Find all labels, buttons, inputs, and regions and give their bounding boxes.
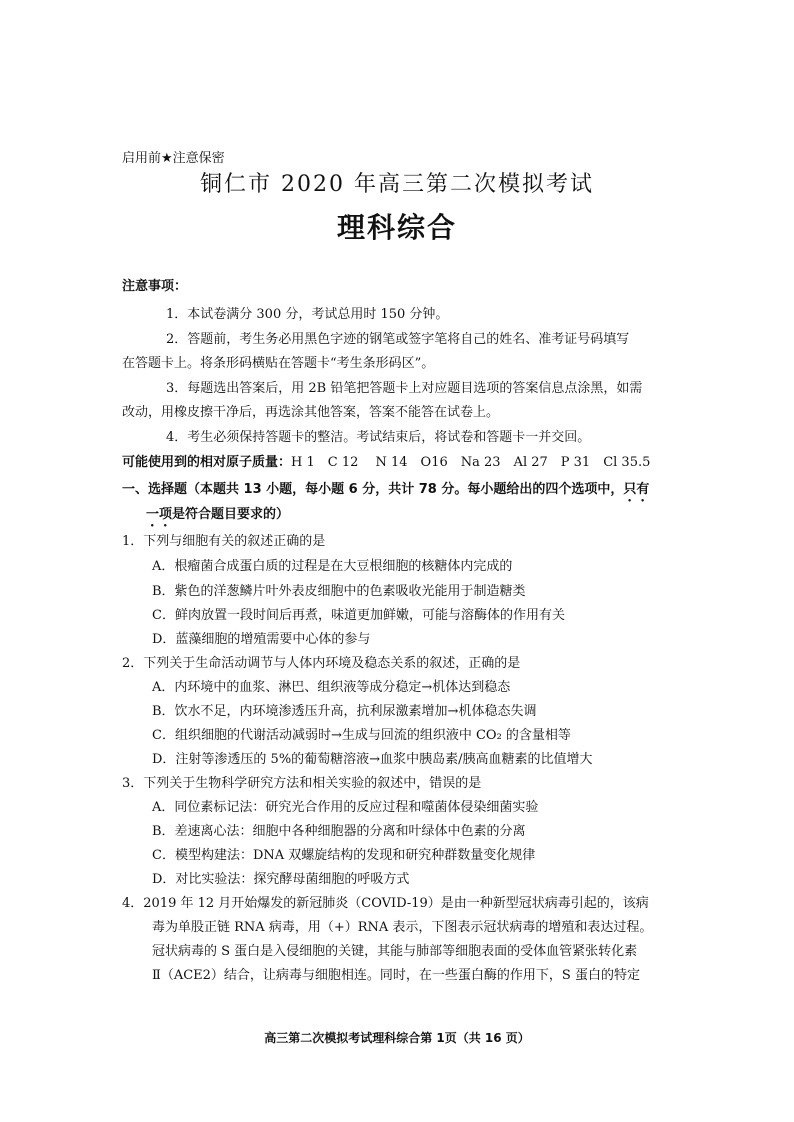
- atomic-mass-values: H 1 C 12 N 14 O16 Na 23 Al 27 P 31 Cl 35.5: [291, 455, 651, 470]
- question-option: A．同位素标记法：研究光合作用的反应过程和噬菌体侵染细菌实验: [152, 800, 539, 815]
- question-stem: 2．下列关于生命活动调节与人体内环境及稳态关系的叙述，正确的是: [122, 656, 521, 671]
- question-option: D．注射等渗透压的 5%的葡萄糖溶液→血浆中胰岛素/胰高血糖素的比值增大: [152, 752, 593, 767]
- question-option: D．蓝藻细胞的增殖需要中心体的参与: [152, 632, 371, 647]
- question-stem: 1．下列与细胞有关的叙述正确的是: [122, 534, 326, 549]
- question-stem: 4．2019 年 12 月开始爆发的新冠肺炎（COVID-19）是由一种新型冠状病毒引起的，该病: [122, 896, 649, 911]
- section-heading-text: 一、选择题（本题共 13 小题，每小题 6 分，共计 78 分。每小题给出的四个选项中，: [122, 482, 624, 497]
- question-option: D．对比实验法：探究酵母菌细胞的呼吸方式: [152, 872, 410, 887]
- section-heading-cont: [146, 503, 289, 530]
- section-heading-emphasis: 只有: [623, 482, 650, 497]
- question-option: C．鲜肉放置一段时间后再煮，味道更加鲜嫩，可能与溶酶体的作用有关: [152, 608, 565, 623]
- question-option: A．内环境中的血浆、淋巴、组织液等成分稳定→机体达到稳态: [152, 680, 511, 695]
- section-heading: [122, 478, 649, 505]
- question-option: A．根瘤菌合成蛋白质的过程是在大豆根细胞的核糖体内完成的: [152, 559, 513, 574]
- question-stem-cont: 冠状病毒的 S 蛋白是入侵细胞的关键，其能与肺部等细胞表面的受体血管紧张转化素: [152, 944, 638, 959]
- notice-item: 4．考生必须保持答题卡的整洁。考试结束后，将试卷和答题卡一并交回。: [166, 430, 591, 445]
- question-option: C．模型构建法：DNA 双螺旋结构的发现和研究种群数量变化规律: [152, 848, 536, 863]
- section-heading-emphasis: 一项: [146, 507, 173, 522]
- notice-heading: 注意事项：: [122, 279, 188, 294]
- question-option: C．组织细胞的代谢活动减弱时→生成与回流的组织液中 CO₂ 的含量相等: [152, 728, 571, 743]
- question-stem: 3．下列关于生物科学研究方法和相关实验的叙述中，错误的是: [122, 776, 482, 791]
- notice-item: 1．本试卷满分 300 分，考试总用时 150 分钟。: [166, 307, 449, 322]
- section-heading-text: 是符合题目要求的）: [172, 507, 290, 522]
- confidential-mark: 启用前★注意保密: [122, 151, 225, 166]
- notice-item: 3．每题选出答案后，用 2B 铅笔把答题卡上对应题目选项的答案信息点涂黑，如需: [166, 381, 643, 396]
- question-stem-cont: Ⅱ（ACE2）结合，让病毒与细胞相连。同时，在一些蛋白酶的作用下，S 蛋白的特定: [152, 968, 640, 983]
- question-option: B．紫色的洋葱鳞片叶外表皮细胞中的色素吸收光能用于制造糖类: [152, 584, 526, 599]
- notice-item: 2．答题前，考生务必用黑色字迹的钢笔或签字笔将自己的姓名、准考证号码填写: [166, 332, 630, 347]
- atomic-mass-label: 可能使用到的相对原子质量：: [122, 455, 292, 470]
- question-option: B．差速离心法：细胞中各种细胞器的分离和叶绿体中色素的分离: [152, 824, 526, 839]
- question-stem-cont: 毒为单股正链 RNA 病毒，用（+）RNA 表示，下图表示冠状病毒的增殖和表达过程。: [152, 920, 653, 935]
- notice-item: 改动，用橡皮擦干净后，再选涂其他答案，答案不能答在试卷上。: [122, 405, 500, 420]
- exam-title: 铜仁市 2020 年高三第二次模拟考试: [200, 172, 594, 197]
- subject-title: 理科综合: [336, 211, 457, 244]
- question-option: B．饮水不足，内环境渗透压升高，抗利尿激素增加→机体稳态失调: [152, 704, 537, 719]
- atomic-mass-line: [122, 451, 650, 470]
- notice-item: 在答题卡上。将条形码横贴在答题卡“考生条形码区”。: [122, 356, 435, 371]
- page-footer: 高三第二次模拟考试理科综合第 1页（共 16 页）: [264, 1031, 530, 1045]
